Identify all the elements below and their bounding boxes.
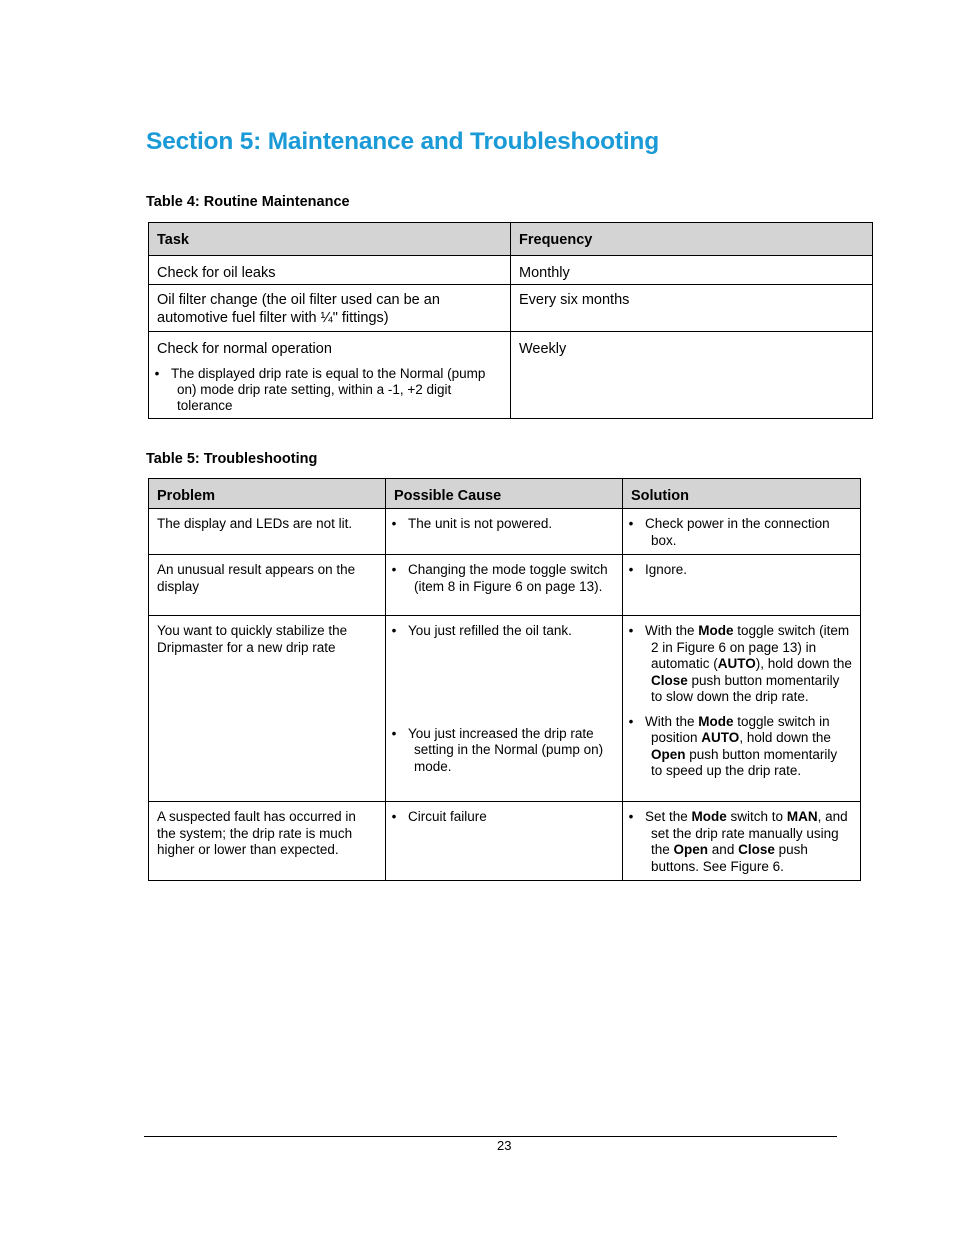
table-row xyxy=(149,555,861,616)
frequency-cell: Weekly xyxy=(511,332,873,419)
cause-cell xyxy=(386,802,623,881)
table-row xyxy=(149,802,861,881)
solution-cell xyxy=(623,802,861,881)
problem-cell: You want to quickly stabilize the Dripmaster for a new drip rate xyxy=(149,616,386,802)
table-row xyxy=(149,332,873,419)
problem-cell: An unusual result appears on the display xyxy=(149,555,386,616)
column-header-problem: Problem xyxy=(149,479,386,509)
solution-cell xyxy=(623,555,861,616)
troubleshooting-table xyxy=(148,478,861,881)
table-row xyxy=(149,256,873,285)
column-header-solution: Solution xyxy=(623,479,861,509)
list-item: • Circuit failure xyxy=(394,809,614,826)
table-header-row xyxy=(149,479,861,509)
list-item: • The displayed drip rate is equal to the Normal (pump on) mode drip rate setting, within a -1, +2 digit tolerance xyxy=(157,366,502,414)
list-item: • The unit is not powered. xyxy=(394,516,614,533)
list-item: • Ignore. xyxy=(631,562,852,579)
frequency-cell: Monthly xyxy=(511,256,873,285)
problem-cell: A suspected fault has occurred in the system; the drip rate is much higher or lower than expected. xyxy=(149,802,386,881)
table4-caption: Table 4: Routine Maintenance xyxy=(146,194,350,210)
task-cell xyxy=(149,332,511,419)
frequency-cell: Every six months xyxy=(511,285,873,332)
column-header-frequency: Frequency xyxy=(511,223,873,256)
list-item: • Set the Mode switch to MAN, and set the drip rate manually using the Open and Close push buttons. See Figure 6. xyxy=(631,809,852,875)
cause-cell xyxy=(386,509,623,555)
list-item: • You just increased the drip rate setting in the Normal (pump on) mode. xyxy=(394,726,614,776)
task-cell: Oil filter change (the oil filter used can be an automotive fuel filter with ¼" fittings) xyxy=(149,285,511,332)
table5-caption: Table 5: Troubleshooting xyxy=(146,451,318,467)
list-item: • You just refilled the oil tank. xyxy=(394,623,614,640)
cause-cell xyxy=(386,555,623,616)
footer-divider xyxy=(144,1136,837,1137)
table-row xyxy=(149,285,873,332)
table-header-row xyxy=(149,223,873,256)
table-row xyxy=(149,509,861,555)
cause-cell xyxy=(386,616,623,802)
list-item: • With the Mode toggle switch in position AUTO, hold down the Open push button momentarily to speed up the drip rate. xyxy=(631,714,852,780)
routine-maintenance-table xyxy=(148,222,873,419)
problem-cell: The display and LEDs are not lit. xyxy=(149,509,386,555)
table-row xyxy=(149,616,861,802)
solution-cell xyxy=(623,616,861,802)
list-item: • Changing the mode toggle switch (item 8 in Figure 6 on page 13). xyxy=(394,562,614,595)
task-cell: Check for oil leaks xyxy=(149,256,511,285)
list-item: • Check power in the connection box. xyxy=(631,516,852,549)
section-title: Section 5: Maintenance and Troubleshooting xyxy=(146,128,659,155)
solution-cell xyxy=(623,509,861,555)
column-header-task: Task xyxy=(149,223,511,256)
list-item: • With the Mode toggle switch (item 2 in Figure 6 on page 13) in automatic (AUTO), hold down the Close push button momentarily to slow down the drip rate. xyxy=(631,623,852,706)
bullet-list xyxy=(157,366,502,414)
page-number: 23 xyxy=(497,1138,512,1153)
task-text: Check for normal operation xyxy=(157,341,332,357)
column-header-cause: Possible Cause xyxy=(386,479,623,509)
